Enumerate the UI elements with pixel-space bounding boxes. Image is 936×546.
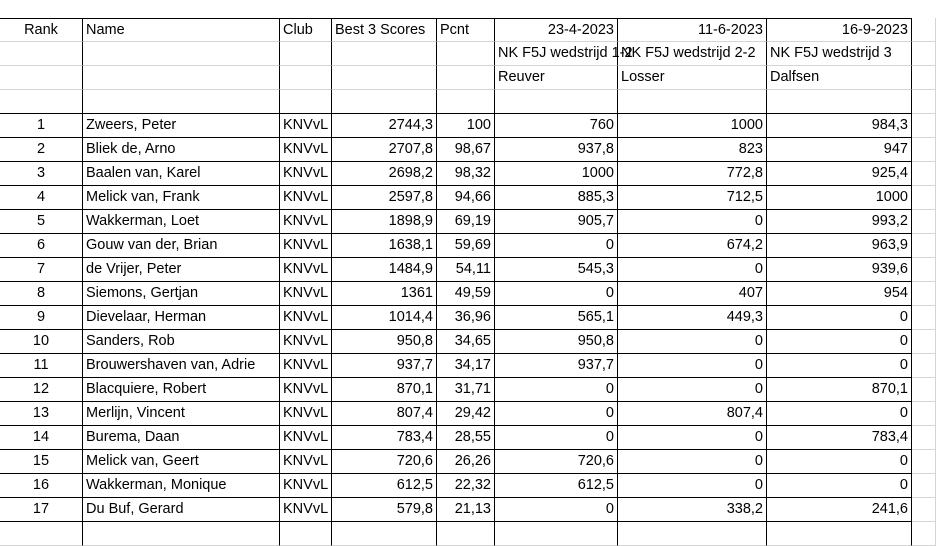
cell-best3[interactable]: 2597,8: [332, 186, 437, 210]
empty-cell[interactable]: [0, 522, 83, 546]
cell-name[interactable]: Brouwershaven van, Adrie: [83, 354, 280, 378]
cell-s1[interactable]: 0: [495, 402, 618, 426]
empty-cell[interactable]: [912, 234, 936, 258]
cell-best3[interactable]: 579,8: [332, 498, 437, 522]
cell-s3[interactable]: 925,4: [767, 162, 912, 186]
cell-s3[interactable]: 783,4: [767, 426, 912, 450]
header-date-2[interactable]: 11-6-2023: [618, 18, 767, 42]
cell-name[interactable]: Zweers, Peter: [83, 114, 280, 138]
cell-rank[interactable]: 6: [0, 234, 83, 258]
empty-cell[interactable]: [437, 522, 495, 546]
event-3[interactable]: NK F5J wedstrijd 3: [767, 42, 912, 66]
empty-cell[interactable]: [437, 66, 495, 90]
table-row: [0, 306, 936, 330]
cell-pcnt[interactable]: 94,66: [437, 186, 495, 210]
cell-club[interactable]: KNVvL: [280, 330, 332, 354]
spacer-row: [0, 90, 936, 114]
table-row: [0, 210, 936, 234]
cell-rank[interactable]: 4: [0, 186, 83, 210]
empty-cell[interactable]: [912, 258, 936, 282]
cell-best3[interactable]: 1898,9: [332, 210, 437, 234]
cell-pcnt[interactable]: 36,96: [437, 306, 495, 330]
empty-cell[interactable]: [280, 90, 332, 114]
cell-s3[interactable]: 993,2: [767, 210, 912, 234]
cell-name[interactable]: Merlijn, Vincent: [83, 402, 280, 426]
empty-cell[interactable]: [912, 114, 936, 138]
empty-cell[interactable]: [0, 90, 83, 114]
cell-s1[interactable]: 885,3: [495, 186, 618, 210]
header-best3[interactable]: Best 3 Scores: [332, 18, 437, 42]
table-row: [0, 186, 936, 210]
cell-rank[interactable]: 15: [0, 450, 83, 474]
empty-cell[interactable]: [280, 522, 332, 546]
cell-rank[interactable]: 8: [0, 282, 83, 306]
cell-s1[interactable]: 760: [495, 114, 618, 138]
cell-club[interactable]: KNVvL: [280, 186, 332, 210]
empty-cell[interactable]: [280, 42, 332, 66]
empty-cell[interactable]: [912, 90, 936, 114]
table-row: [0, 114, 936, 138]
cell-pcnt[interactable]: 100: [437, 114, 495, 138]
cell-s2[interactable]: 0: [618, 378, 767, 402]
cell-best3[interactable]: 1014,4: [332, 306, 437, 330]
empty-cell[interactable]: [912, 210, 936, 234]
cell-rank[interactable]: 7: [0, 258, 83, 282]
cell-rank[interactable]: 9: [0, 306, 83, 330]
cell-rank[interactable]: 17: [0, 498, 83, 522]
cell-s1[interactable]: 0: [495, 426, 618, 450]
empty-cell[interactable]: [912, 522, 936, 546]
cell-rank[interactable]: 5: [0, 210, 83, 234]
cell-pcnt[interactable]: 69,19: [437, 210, 495, 234]
empty-cell[interactable]: [83, 522, 280, 546]
table-row: [0, 498, 936, 522]
empty-cell[interactable]: [280, 66, 332, 90]
cell-s2[interactable]: 807,4: [618, 402, 767, 426]
table-row: [0, 330, 936, 354]
table-row: [0, 282, 936, 306]
cell-rank[interactable]: 11: [0, 354, 83, 378]
cell-club[interactable]: KNVvL: [280, 426, 332, 450]
cell-s2[interactable]: 449,3: [618, 306, 767, 330]
cell-pcnt[interactable]: 22,32: [437, 474, 495, 498]
header-row: [0, 18, 936, 42]
empty-cell[interactable]: [912, 378, 936, 402]
cell-name[interactable]: Gouw van der, Brian: [83, 234, 280, 258]
cell-rank[interactable]: 10: [0, 330, 83, 354]
cell-s3[interactable]: 954: [767, 282, 912, 306]
cell-best3[interactable]: 612,5: [332, 474, 437, 498]
cell-s1[interactable]: 720,6: [495, 450, 618, 474]
cell-best3[interactable]: 1638,1: [332, 234, 437, 258]
cell-rank[interactable]: 1: [0, 114, 83, 138]
cell-club[interactable]: KNVvL: [280, 210, 332, 234]
empty-cell[interactable]: [83, 66, 280, 90]
cell-s2[interactable]: 0: [618, 450, 767, 474]
header-date-3[interactable]: 16-9-2023: [767, 18, 912, 42]
empty-cell[interactable]: [495, 522, 618, 546]
empty-cell[interactable]: [618, 522, 767, 546]
empty-cell[interactable]: [495, 90, 618, 114]
cell-pcnt[interactable]: 98,32: [437, 162, 495, 186]
cell-name[interactable]: Melick van, Frank: [83, 186, 280, 210]
empty-cell[interactable]: [83, 42, 280, 66]
cell-name[interactable]: Sanders, Rob: [83, 330, 280, 354]
cell-name[interactable]: Baalen van, Karel: [83, 162, 280, 186]
empty-cell[interactable]: [912, 282, 936, 306]
table-row: [0, 474, 936, 498]
table-row: [0, 378, 936, 402]
header-name[interactable]: Name: [83, 18, 280, 42]
cell-name[interactable]: Dievelaar, Herman: [83, 306, 280, 330]
cell-s1[interactable]: 0: [495, 234, 618, 258]
cell-s2[interactable]: 712,5: [618, 186, 767, 210]
cell-s1[interactable]: 950,8: [495, 330, 618, 354]
cell-s2[interactable]: 674,2: [618, 234, 767, 258]
cell-s2[interactable]: 338,2: [618, 498, 767, 522]
cell-s1[interactable]: 1000: [495, 162, 618, 186]
empty-cell[interactable]: [912, 18, 936, 42]
empty-cell[interactable]: [618, 90, 767, 114]
table-row: [0, 354, 936, 378]
cell-best3[interactable]: 937,7: [332, 354, 437, 378]
cell-club[interactable]: KNVvL: [280, 354, 332, 378]
header-date-1[interactable]: 23-4-2023: [495, 18, 618, 42]
cell-s1[interactable]: 545,3: [495, 258, 618, 282]
cell-best3[interactable]: 950,8: [332, 330, 437, 354]
cell-s2[interactable]: 0: [618, 210, 767, 234]
empty-cell[interactable]: [912, 306, 936, 330]
cell-name[interactable]: Melick van, Geert: [83, 450, 280, 474]
cell-s2[interactable]: 823: [618, 138, 767, 162]
cell-s3[interactable]: 0: [767, 354, 912, 378]
cell-name[interactable]: de Vrijer, Peter: [83, 258, 280, 282]
cell-s3[interactable]: 0: [767, 450, 912, 474]
empty-cell[interactable]: [0, 42, 83, 66]
cell-pcnt[interactable]: 54,11: [437, 258, 495, 282]
cell-s2[interactable]: 0: [618, 258, 767, 282]
cell-s2[interactable]: 1000: [618, 114, 767, 138]
cell-name[interactable]: Wakkerman, Loet: [83, 210, 280, 234]
header-rank[interactable]: Rank: [0, 18, 83, 42]
cell-club[interactable]: KNVvL: [280, 474, 332, 498]
cell-s2[interactable]: 0: [618, 426, 767, 450]
cell-s3[interactable]: 1000: [767, 186, 912, 210]
cell-s1[interactable]: 0: [495, 378, 618, 402]
cell-club[interactable]: KNVvL: [280, 282, 332, 306]
cell-s3[interactable]: 0: [767, 474, 912, 498]
cell-name[interactable]: Wakkerman, Monique: [83, 474, 280, 498]
empty-row: [0, 522, 936, 546]
cell-pcnt[interactable]: 31,71: [437, 378, 495, 402]
cell-club[interactable]: KNVvL: [280, 114, 332, 138]
table-row: [0, 402, 936, 426]
cell-club[interactable]: KNVvL: [280, 138, 332, 162]
empty-cell[interactable]: [912, 474, 936, 498]
cell-club[interactable]: KNVvL: [280, 234, 332, 258]
cell-s3[interactable]: 241,6: [767, 498, 912, 522]
header-pcnt[interactable]: Pcnt: [437, 18, 495, 42]
empty-cell[interactable]: [912, 450, 936, 474]
cell-pcnt[interactable]: 49,59: [437, 282, 495, 306]
empty-cell[interactable]: [912, 138, 936, 162]
header-club[interactable]: Club: [280, 18, 332, 42]
cell-pcnt[interactable]: 34,17: [437, 354, 495, 378]
cell-best3[interactable]: 783,4: [332, 426, 437, 450]
cell-best3[interactable]: 2707,8: [332, 138, 437, 162]
cell-best3[interactable]: 2698,2: [332, 162, 437, 186]
cell-s1[interactable]: 0: [495, 282, 618, 306]
table-row: [0, 450, 936, 474]
cell-pcnt[interactable]: 26,26: [437, 450, 495, 474]
cell-s3[interactable]: 870,1: [767, 378, 912, 402]
empty-cell[interactable]: [912, 354, 936, 378]
event-1[interactable]: NK F5J wedstrijd 1-2: [495, 42, 618, 66]
cell-name[interactable]: Bliek de, Arno: [83, 138, 280, 162]
cell-rank[interactable]: 14: [0, 426, 83, 450]
cell-s1[interactable]: 937,7: [495, 354, 618, 378]
empty-cell[interactable]: [912, 330, 936, 354]
cell-s3[interactable]: 0: [767, 306, 912, 330]
empty-cell[interactable]: [912, 162, 936, 186]
cell-best3[interactable]: 2744,3: [332, 114, 437, 138]
cell-name[interactable]: Burema, Daan: [83, 426, 280, 450]
empty-cell[interactable]: [437, 90, 495, 114]
cell-pcnt[interactable]: 98,67: [437, 138, 495, 162]
cell-s3[interactable]: 939,6: [767, 258, 912, 282]
table-row: [0, 258, 936, 282]
cell-s1[interactable]: 612,5: [495, 474, 618, 498]
cell-s1[interactable]: 0: [495, 498, 618, 522]
cell-s2[interactable]: 0: [618, 474, 767, 498]
cell-s3[interactable]: 0: [767, 402, 912, 426]
empty-cell[interactable]: [767, 90, 912, 114]
empty-cell[interactable]: [332, 522, 437, 546]
empty-cell[interactable]: [332, 66, 437, 90]
cell-pcnt[interactable]: 59,69: [437, 234, 495, 258]
event-row: [0, 42, 936, 66]
cell-rank[interactable]: 3: [0, 162, 83, 186]
table-row: [0, 234, 936, 258]
empty-cell[interactable]: [912, 186, 936, 210]
location-row: [0, 66, 936, 90]
cell-club[interactable]: KNVvL: [280, 402, 332, 426]
empty-cell[interactable]: [83, 90, 280, 114]
location-3[interactable]: Dalfsen: [767, 66, 912, 90]
empty-cell[interactable]: [437, 42, 495, 66]
cell-s2[interactable]: 772,8: [618, 162, 767, 186]
empty-cell[interactable]: [912, 498, 936, 522]
cell-club[interactable]: KNVvL: [280, 498, 332, 522]
cell-s2[interactable]: 0: [618, 354, 767, 378]
cell-s3[interactable]: 963,9: [767, 234, 912, 258]
event-2[interactable]: NK F5J wedstrijd 2-2: [618, 42, 767, 66]
empty-cell[interactable]: [912, 42, 936, 66]
empty-cell[interactable]: [912, 66, 936, 90]
cell-s1[interactable]: 905,7: [495, 210, 618, 234]
cell-s1[interactable]: 565,1: [495, 306, 618, 330]
location-2[interactable]: Losser: [618, 66, 767, 90]
cell-club[interactable]: KNVvL: [280, 378, 332, 402]
cell-best3[interactable]: 807,4: [332, 402, 437, 426]
empty-cell[interactable]: [912, 402, 936, 426]
cell-name[interactable]: Siemons, Gertjan: [83, 282, 280, 306]
cell-club[interactable]: KNVvL: [280, 162, 332, 186]
cell-best3[interactable]: 1361: [332, 282, 437, 306]
table-row: [0, 162, 936, 186]
cell-rank[interactable]: 12: [0, 378, 83, 402]
cell-s2[interactable]: 407: [618, 282, 767, 306]
cell-s3[interactable]: 0: [767, 330, 912, 354]
cell-rank[interactable]: 16: [0, 474, 83, 498]
cell-pcnt[interactable]: 21,13: [437, 498, 495, 522]
empty-cell[interactable]: [912, 426, 936, 450]
cell-pcnt[interactable]: 29,42: [437, 402, 495, 426]
cell-s2[interactable]: 0: [618, 330, 767, 354]
cell-club[interactable]: KNVvL: [280, 306, 332, 330]
empty-cell[interactable]: [0, 66, 83, 90]
table-row: [0, 138, 936, 162]
cell-s3[interactable]: 984,3: [767, 114, 912, 138]
empty-cell[interactable]: [767, 522, 912, 546]
table-row: [0, 426, 936, 450]
cell-best3[interactable]: 870,1: [332, 378, 437, 402]
cell-rank[interactable]: 2: [0, 138, 83, 162]
cell-best3[interactable]: 720,6: [332, 450, 437, 474]
cell-s3[interactable]: 947: [767, 138, 912, 162]
cell-s1[interactable]: 937,8: [495, 138, 618, 162]
empty-cell[interactable]: [332, 90, 437, 114]
cell-pcnt[interactable]: 34,65: [437, 330, 495, 354]
cell-name[interactable]: Du Buf, Gerard: [83, 498, 280, 522]
cell-best3[interactable]: 1484,9: [332, 258, 437, 282]
empty-cell[interactable]: [332, 42, 437, 66]
cell-club[interactable]: KNVvL: [280, 258, 332, 282]
cell-pcnt[interactable]: 28,55: [437, 426, 495, 450]
cell-club[interactable]: KNVvL: [280, 450, 332, 474]
cell-rank[interactable]: 13: [0, 402, 83, 426]
cell-name[interactable]: Blacquiere, Robert: [83, 378, 280, 402]
location-1[interactable]: Reuver: [495, 66, 618, 90]
